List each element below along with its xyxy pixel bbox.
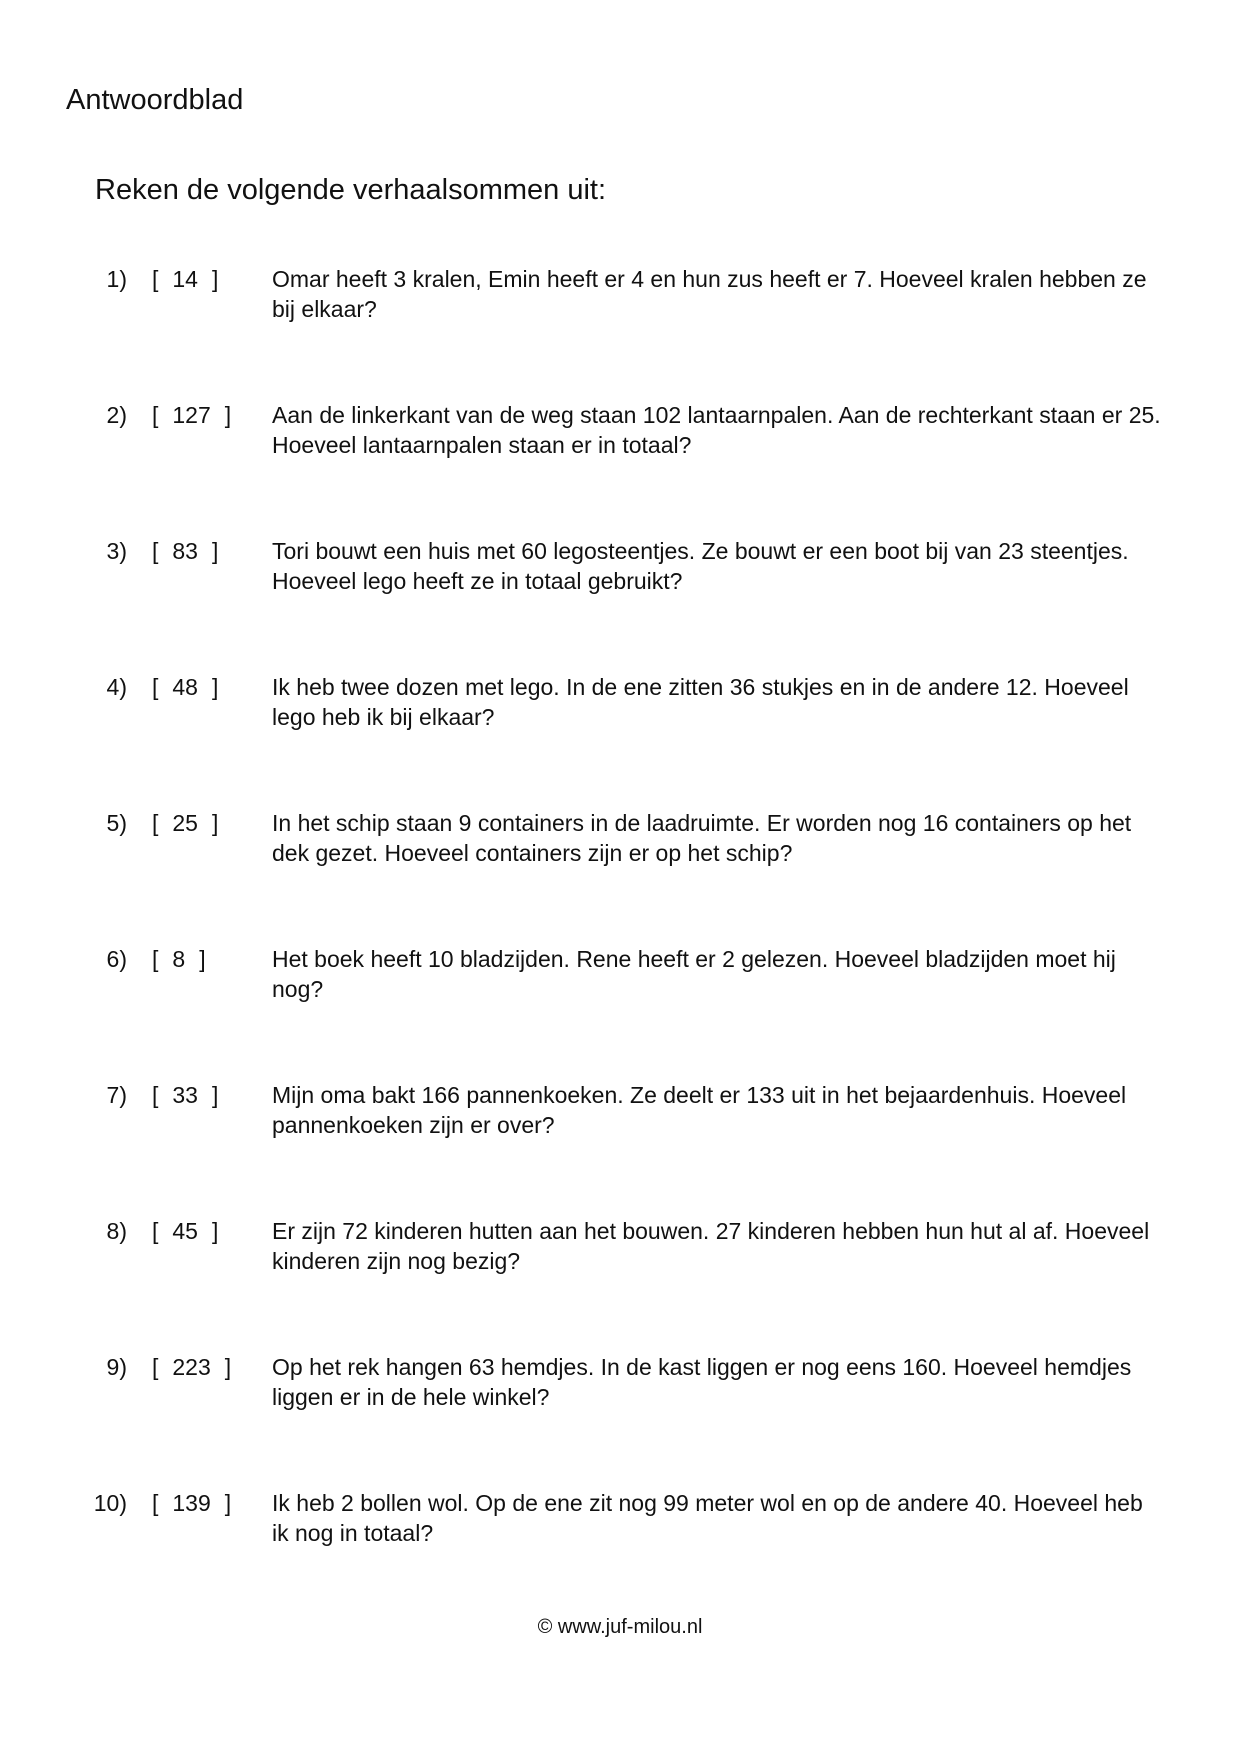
question-item [0, 944, 1240, 1080]
question-number: 8) [106, 1218, 127, 1244]
answer-box: [ 45 ] [152, 1218, 219, 1244]
instruction-heading: Reken de volgende verhaalsommen uit: [95, 174, 607, 206]
question-item [0, 808, 1240, 944]
question-number: 5) [106, 810, 127, 836]
answer-value: 8 [172, 946, 186, 972]
question-text: Er zijn 72 kinderen hutten aan het bouwen. 27 kinderen hebben hun hut al af. Hoeveel kinderen zijn nog bezig? [272, 1218, 1150, 1274]
question-number: 4) [106, 674, 127, 700]
answer-box: [ 127 ] [152, 402, 232, 428]
question-text: Aan de linkerkant van de weg staan 102 lantaarnpalen. Aan de rechterkant staan er 25. Hoeveel lantaarnpalen staan er in totaal? [272, 402, 1161, 458]
answer-box: [ 8 ] [152, 946, 206, 972]
page-title: Antwoordblad [66, 84, 244, 116]
question-text: In het schip staan 9 containers in de laadruimte. Er worden nog 16 containers op het dek gezet. Hoeveel containers zijn er op het schip? [272, 810, 1132, 866]
question-text: Ik heb twee dozen met lego. In de ene zitten 36 stukjes en in de andere 12. Hoeveel lego heb ik bij elkaar? [272, 674, 1129, 730]
question-number: 9) [106, 1354, 127, 1380]
question-text: Mijn oma bakt 166 pannenkoeken. Ze deelt er 133 uit in het bejaardenhuis. Hoeveel pannenkoeken zijn er over? [272, 1082, 1127, 1138]
copyright-footer: © www.juf-milou.nl [537, 1616, 703, 1638]
question-list [0, 264, 1240, 1624]
question-text: Ik heb 2 bollen wol. Op de ene zit nog 99 meter wol en op de andere 40. Hoeveel heb ik nog in totaal? [272, 1490, 1143, 1546]
question-item [0, 1352, 1240, 1488]
question-item [0, 1488, 1240, 1624]
answer-box: [ 25 ] [152, 810, 219, 836]
answer-value: 33 [172, 1082, 198, 1108]
question-number: 1) [106, 266, 127, 292]
question-item [0, 264, 1240, 400]
question-number: 3) [106, 538, 127, 564]
answer-box: [ 14 ] [152, 266, 219, 292]
question-number: 7) [106, 1082, 127, 1108]
question-text: Op het rek hangen 63 hemdjes. In de kast liggen er nog eens 160. Hoeveel hemdjes liggen er in de hele winkel? [272, 1354, 1132, 1410]
answer-box: [ 48 ] [152, 674, 219, 700]
answer-box: [ 139 ] [152, 1490, 232, 1516]
question-text: Tori bouwt een huis met 60 legosteentjes. Ze bouwt er een boot bij van 23 steentjes. Hoeveel lego heeft ze in totaal gebruikt? [272, 538, 1129, 594]
question-item [0, 1216, 1240, 1352]
answer-value: 48 [172, 674, 198, 700]
answer-value: 14 [172, 266, 198, 292]
question-item [0, 536, 1240, 672]
question-number: 6) [106, 946, 127, 972]
question-text: Het boek heeft 10 bladzijden. Rene heeft er 2 gelezen. Hoeveel bladzijden moet hij nog? [272, 946, 1116, 1002]
answer-box: [ 83 ] [152, 538, 219, 564]
question-number: 10) [93, 1490, 127, 1516]
answer-box: [ 33 ] [152, 1082, 219, 1108]
question-text: Omar heeft 3 kralen, Emin heeft er 4 en hun zus heeft er 7. Hoeveel kralen hebben ze bij elkaar? [272, 266, 1147, 322]
answer-value: 83 [172, 538, 198, 564]
answer-value: 127 [172, 402, 211, 428]
answer-value: 139 [172, 1490, 211, 1516]
answer-value: 223 [172, 1354, 211, 1380]
question-item [0, 672, 1240, 808]
answer-value: 25 [172, 810, 198, 836]
answer-box: [ 223 ] [152, 1354, 232, 1380]
question-number: 2) [106, 402, 127, 428]
answer-value: 45 [172, 1218, 198, 1244]
question-item [0, 1080, 1240, 1216]
question-item [0, 400, 1240, 536]
